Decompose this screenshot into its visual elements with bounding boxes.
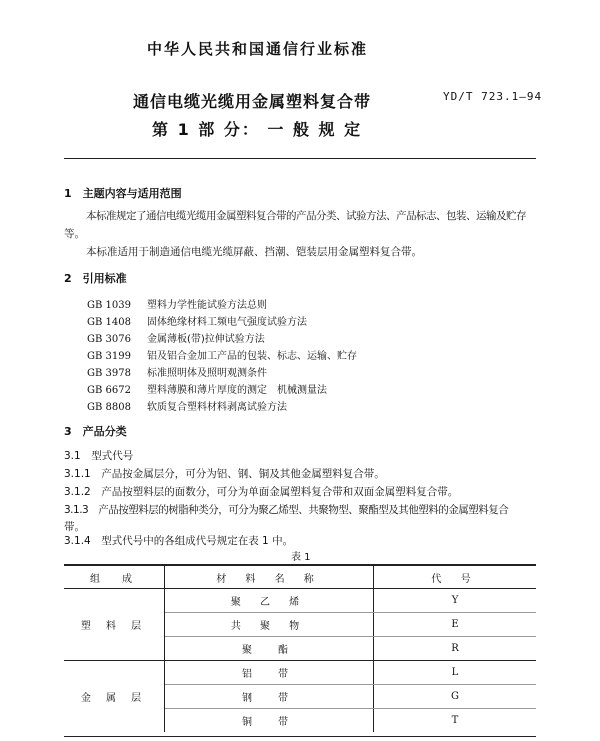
material-cell: 铝 带 <box>165 661 374 685</box>
clause-3-1-2: 3.1.2 产品按塑料层的面数分，可分为单面金属塑料复合带和双面金属塑料复合带。 <box>64 486 459 498</box>
reference-title: 标准照明体及照明观测条件 <box>147 368 267 379</box>
clause-3-1-4: 3.1.4 型式代号中的各组成代号规定在表 1 中。 <box>64 535 294 547</box>
reference-code: GB 1039 <box>87 300 131 311</box>
code-cell: E <box>374 613 537 637</box>
code-cell: L <box>374 661 537 685</box>
reference-item <box>87 347 357 362</box>
material-cell: 铜 带 <box>165 709 374 733</box>
header-material: 材 料 名 称 <box>165 565 374 589</box>
reference-item <box>87 381 327 396</box>
section1-para2: 本标准适用于制造通信电缆光缆屏蔽、挡潮、铠装层用金属塑料复合带。 <box>86 246 422 258</box>
section2-heading: 2 引用标准 <box>64 272 127 285</box>
header-code: 代 号 <box>374 565 537 589</box>
group-cell: 塑 料 层 <box>64 589 165 661</box>
clause-3-1-3-cont: 带。 <box>64 521 85 533</box>
industry-standard-heading: 中华人民共和国通信行业标准 <box>147 40 369 58</box>
reference-item <box>87 296 267 311</box>
reference-title: 金属薄板(带)拉伸试验方法 <box>147 334 265 345</box>
reference-title: 固体绝缘材料工频电气强度试验方法 <box>147 317 307 328</box>
reference-item <box>87 313 307 328</box>
group-cell: 金 属 层 <box>64 661 165 733</box>
document-title-line1: 通信电缆光缆用金属塑料复合带 <box>133 92 372 111</box>
section1-para1-cont: 等。 <box>64 228 85 240</box>
reference-code: GB 6672 <box>87 385 131 396</box>
reference-item <box>87 364 267 379</box>
reference-item <box>87 398 287 413</box>
clause-3-1-1: 3.1.1 产品按金属层分，可分为铝、钢、铜及其他金属塑料复合带。 <box>64 468 385 480</box>
reference-item <box>87 330 265 345</box>
reference-code: GB 3076 <box>87 334 131 345</box>
header-divider <box>64 158 536 159</box>
table-header-row <box>64 565 536 589</box>
code-cell: G <box>374 685 537 709</box>
reference-code: GB 8808 <box>87 402 131 413</box>
table-1 <box>64 564 536 732</box>
material-cell: 聚 乙 烯 <box>165 589 374 613</box>
code-cell: T <box>451 715 459 726</box>
table-row <box>64 661 536 685</box>
table-caption: 表 1 <box>291 552 311 563</box>
code-cell: R <box>374 637 537 661</box>
document-title-line2: 第 1 部 分： 一 般 规 定 <box>152 120 363 139</box>
reference-title: 塑料薄膜和薄片厚度的测定 机械测量法 <box>147 385 327 396</box>
reference-title: 塑料力学性能试验方法总则 <box>147 300 267 311</box>
clause-3-1-3: 3.1.3 产品按塑料层的树脂种类分，可分为聚乙烯型、共聚物型、聚酯型及其他塑料的金属塑料复合 <box>64 504 509 516</box>
section1-heading: 1 主题内容与适用范围 <box>64 187 182 200</box>
reference-code: GB 3199 <box>87 351 131 362</box>
reference-title: 软质复合塑料材料剥离试验方法 <box>147 402 287 413</box>
reference-code: GB 1408 <box>87 317 131 328</box>
reference-title: 铝及铝合金加工产品的包装、标志、运输、贮存 <box>147 351 357 362</box>
material-cell: 共 聚 物 <box>165 613 374 637</box>
standard-code: YD/T 723.1—94 <box>443 90 543 103</box>
table-row <box>64 589 536 613</box>
clause-3-1: 3.1 型式代号 <box>64 450 134 462</box>
reference-code: GB 3978 <box>87 368 131 379</box>
section1-para1: 本标准规定了通信电缆光缆用金属塑料复合带的产品分类、试验方法、产品标志、包装、运输及贮存 <box>86 210 526 222</box>
code-cell: Y <box>374 589 537 613</box>
material-cell: 聚 酯 <box>165 637 374 661</box>
header-group: 组 成 <box>64 565 165 589</box>
section3-heading: 3 产品分类 <box>64 425 127 438</box>
table-bottom-rule <box>64 736 536 737</box>
material-cell: 钢 带 <box>165 685 374 709</box>
